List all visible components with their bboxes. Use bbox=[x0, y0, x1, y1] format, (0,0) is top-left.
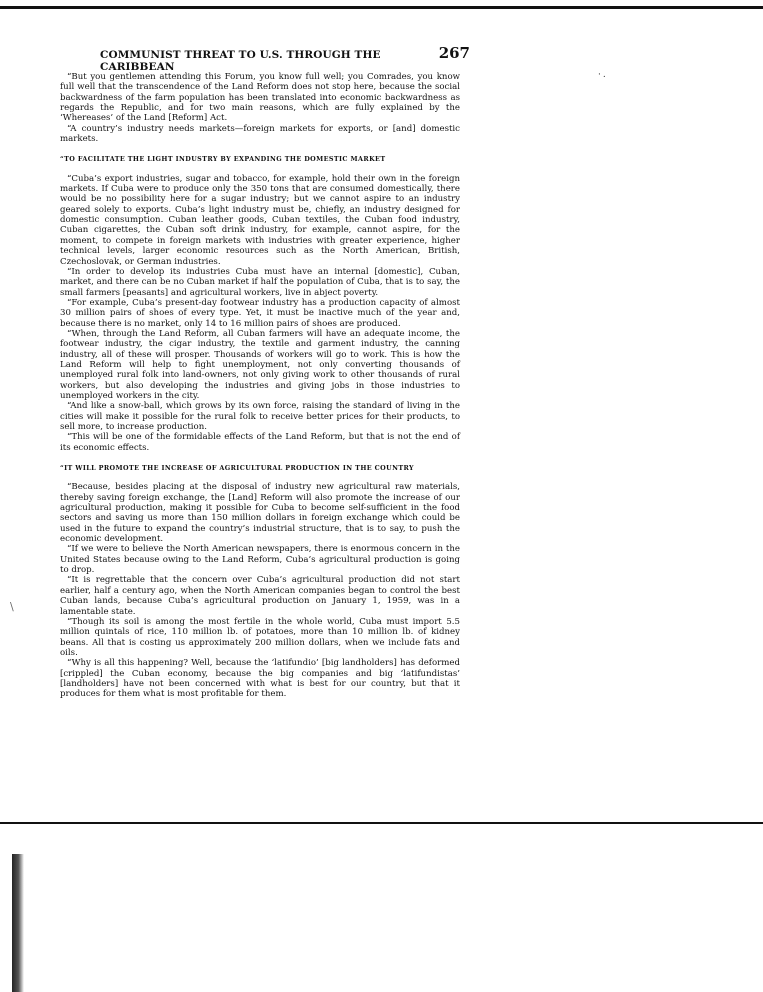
paragraph: “In order to develop its industries Cuba must have an internal [domestic], Cuban, market, and there can be no Cuban market if half the population of Cuba, that is to say, the small farmers [peasants] and agricultural workers, live in abject poverty. bbox=[60, 266, 460, 298]
paragraph: “Cuba’s export industries, sugar and tobacco, for example, hold their own in the foreign markets. If Cuba were to produce only the 350 tons that are consumed domestically, there would be no possibility here for a sugar industry; but we cannot aspire to an industry geared solely to exports. Cuba’s light industry must be, chiefly, an industry designed for domestic consumption. Cuban leather goods, Cuban textiles, the Cuban food industry, Cuban cigarettes, the Cuban soft drink industry, for example, cannot aspire, for the moment, to compete in foreign markets with industries with greater experience, higher technical levels, larger economic resources such as the North American, British, Czechoslovak, or German industries. bbox=[60, 173, 460, 267]
scan-specks: ·. bbox=[598, 70, 608, 80]
page-number: 267 bbox=[438, 44, 470, 62]
paragraph: “A country’s industry needs markets—foreign markets for exports, or [and] domestic markets. bbox=[60, 123, 460, 145]
paragraph: “If we were to believe the North American newspapers, there is enormous concern in the United States because owing to the Land Reform, Cuba’s agricultural production is going to drop. bbox=[60, 544, 460, 576]
book-binding-edge bbox=[0, 822, 763, 992]
section-heading: “IT WILL PROMOTE THE INCREASE OF AGRICULTURAL PRODUCTION IN THE COUNTRY bbox=[60, 464, 414, 473]
book-spine-shadow bbox=[12, 854, 24, 992]
paragraph: “For example, Cuba’s present-day footwear industry has a production capacity of almost 30 million pairs of shoes of every type. Yet, it must be inactive much of the year and, because there is no market, only 14 to 16 million pairs of shoes are produced. bbox=[60, 297, 460, 329]
paragraph: “Because, besides placing at the disposal of industry new agricultural raw materials, thereby saving foreign exchange, the [Land] Reform will also promote the increase of our agricultural production, making it possible for Cuba to become self-sufficient in the food sectors and saving us more than 150 million dollars in foreign exchange which could be used in the future to expand the country’s industrial structure, that is to say, to push the economic development. bbox=[60, 482, 460, 545]
scan-top-edge bbox=[0, 6, 763, 9]
paragraph: “Though its soil is among the most fertile in the whole world, Cuba must import 5.5 million quintals of rice, 110 million lb. of potatoes, more than 10 million lb. of kidney beans. All that is costing us approximately 200 million dollars, when we include fats and oils. bbox=[60, 616, 460, 658]
section-heading: “TO FACILITATE THE LIGHT INDUSTRY BY EXPANDING THE DOMESTIC MARKET bbox=[60, 155, 386, 164]
paragraph: “Why is all this happening? Well, because the ‘latifundio’ [big landholders] has deformed [crippled] the Cuban economy, because the big companies and big ‘latifundistas’ [landholders] have not been concerned with what is best for our country, but that it produces for them what is most profitable for them. bbox=[60, 658, 460, 700]
running-head: COMMUNIST THREAT TO U.S. THROUGH THE CARIBBEAN bbox=[100, 49, 381, 73]
margin-mark: \ bbox=[10, 600, 14, 613]
paragraph: “This will be one of the formidable effects of the Land Reform, but that is not the end of its economic effects. bbox=[60, 432, 460, 453]
paragraph: “It is regrettable that the concern over Cuba’s agricultural production did not start earlier, half a century ago, when the North American companies began to control the best Cuban lands, because Cuba’s agricultural production on January 1, 1959, was in a lamentable state. bbox=[60, 575, 460, 617]
paragraph: “But you gentlemen attending this Forum, you know full well; you Comrades, you know full well that the transcendence of the Land Reform does not stop here, because the social backwardness of the farm population has been translated into economic backwardness as regards the Republic, and for two main reasons, which are fully explained by the ‘Whereases’ of the Land [Reform] Act. bbox=[60, 72, 460, 124]
paragraph: “And like a snow-ball, which grows by its own force, raising the standard of living in the cities will make it possible for the rural folk to receive better prices for their products, to sell more, to increase production. bbox=[60, 401, 460, 432]
paragraph: “When, through the Land Reform, all Cuban farmers will have an adequate income, the footwear industry, the cigar industry, the textile and garment industry, the canning industry, all of these will prosper. Thousands of workers will go to work. This is how the Land Reform will help to fight unemployment, not only converting thousands of unemployed rural folk into land-owners, not only giving work to other thousands of rural workers, but also developing the industries and giving jobs in those industries to unemployed workers in the city. bbox=[60, 328, 460, 401]
page-body bbox=[60, 72, 460, 700]
page-header bbox=[100, 44, 470, 73]
